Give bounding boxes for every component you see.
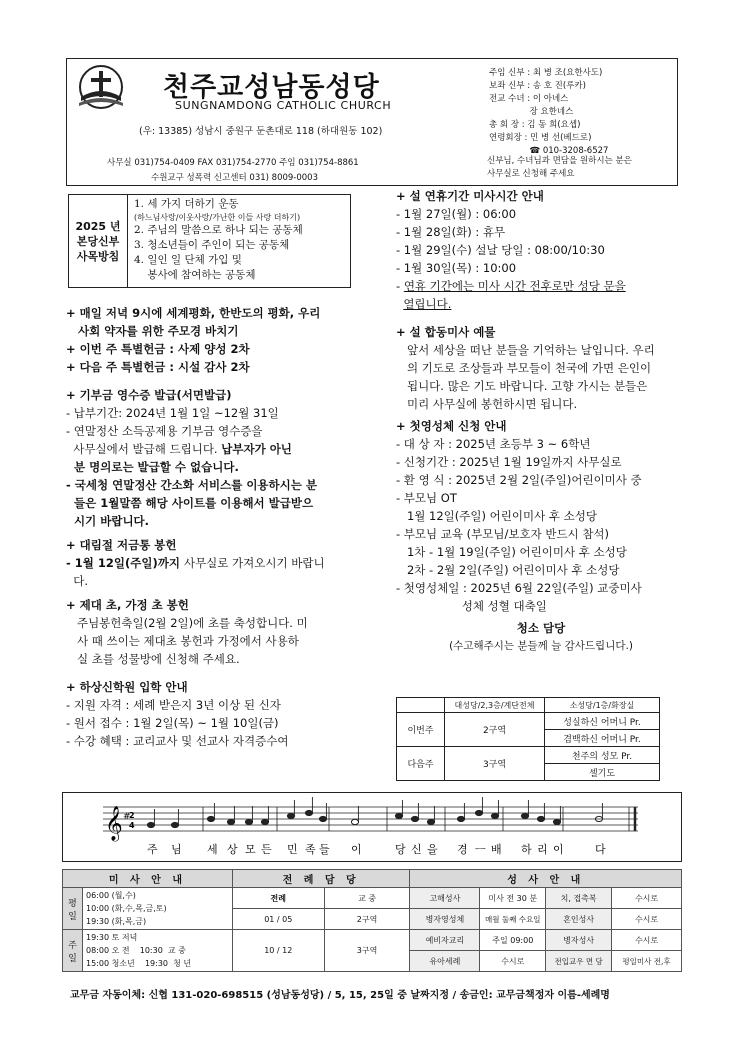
- first-communion-heading: + 첫영성체 신청 안내: [396, 419, 507, 433]
- liturgy-cell: 2구역: [324, 909, 410, 930]
- holiday-note-text: 연휴 기간에는 미사 시간 전후로만 성당 문을: [403, 279, 626, 293]
- cleaning-title: 청소 담당: [516, 621, 566, 635]
- music-note: [287, 813, 294, 818]
- communion-line: - 부모님 OT: [396, 491, 457, 505]
- advent-text-bold: - 1월 12일(주일)까지: [66, 556, 184, 570]
- sacrament-cell: 병자영성체: [410, 909, 480, 930]
- receipt-text: 사무실에서 발급해 드립니다.: [66, 442, 222, 456]
- receipt-line: 시기 바랍니다.: [66, 514, 150, 528]
- meeting-note: [487, 155, 677, 181]
- holiday-note-text: 열립니다.: [403, 297, 452, 311]
- music-note: [475, 810, 482, 815]
- table-cell: 다음주: [397, 747, 445, 781]
- sacrament-cell: 혼인성사: [546, 909, 612, 930]
- communion-line: - 첫영성체일 : 2025년 6월 22일(주일) 교중미사: [396, 581, 642, 595]
- sacrament-cell: 주일 09:00: [480, 930, 546, 951]
- music-note: [171, 822, 178, 827]
- pastoral-item: 봉사에 참여하는 공동체: [134, 269, 256, 281]
- lyric-syllable: ㅡ: [475, 843, 486, 856]
- music-note: [537, 816, 544, 821]
- seminary-line: - 원서 접수 : 1월 2일(목) ~ 1월 10일(금): [66, 716, 279, 730]
- music-note: [227, 819, 234, 824]
- mass-time: 08:00 오 전 10:30 교 중: [85, 946, 186, 955]
- communion-line: 1차 - 1월 19일(주일) 어린이미사 후 소성당: [396, 545, 627, 559]
- lyric-syllable: 리: [537, 843, 548, 856]
- left-column: [66, 304, 366, 750]
- table-row: [397, 698, 660, 713]
- memorial-line: 의 기도로 조상들과 부모들이 천국에 가면 은인이: [396, 361, 652, 375]
- right-column: [396, 187, 686, 655]
- staff-line: 주임 신부 : 최 병 조(요한사도): [489, 68, 603, 78]
- staff-line: 전교 수녀 : 이 아녜스: [489, 94, 569, 104]
- note-line: 사무실로 신청해 주세요: [487, 169, 575, 179]
- liturgy-cell: 01 / 05: [232, 909, 324, 930]
- table-row: [397, 747, 660, 764]
- table-cell: 3구역: [445, 747, 545, 781]
- church-name: 천주교성남동성당: [163, 72, 380, 103]
- memorial-line: 됩니다. 많은 기도 바랍니다. 고향 가시는 분들은: [396, 379, 648, 393]
- table-cell: 이번주: [397, 713, 445, 747]
- sunday-label: 주일: [63, 930, 83, 972]
- mass-time: 19:30 토 저녁: [85, 933, 138, 942]
- receipt-heading: + 기부금 영수증 발급(서면발급): [66, 388, 232, 402]
- table-cell: 겸백하신 어머니 Pr.: [545, 730, 660, 747]
- communion-line: - 신청기간 : 2025년 1월 19일까지 사무실로: [396, 455, 622, 469]
- receipt-line: - 납부기간: 2024년 1월 1일 ~12월 31일: [66, 406, 279, 420]
- lyric-syllable: 주: [147, 843, 158, 856]
- music-note: [319, 816, 326, 821]
- communion-line: 1월 12일(주일) 어린이미사 후 소성당: [396, 509, 597, 523]
- candle-line: 주님봉헌축일(2월 2일)에 초를 축성합니다. 미: [66, 616, 308, 630]
- header-box: [66, 58, 678, 186]
- receipt-line: 들은 1월말쯤 해당 사이트를 이용해서 발급받으: [66, 496, 314, 510]
- special-collection-this-week: + 이번 주 특별헌금 : 사제 양성 2차: [66, 342, 250, 356]
- lyric-syllable: 이: [553, 843, 564, 856]
- lyric-syllable: 을: [427, 843, 438, 856]
- svg-text:𝄞: 𝄞: [105, 806, 123, 841]
- sacrament-cell: 전입교우 면 담: [546, 951, 612, 972]
- liturgy-cell: 3구역: [324, 930, 410, 972]
- mass-time: 15:00 청소년 19:30 청 년: [85, 959, 192, 968]
- church-english-name: SUNGNAMDONG CATHOLIC CHURCH: [175, 99, 392, 112]
- special-collection-next-week: + 다음 주 특별헌금 : 시설 감사 2차: [66, 360, 250, 374]
- cleaning-table: [396, 697, 660, 781]
- lyric-syllable: 이: [351, 843, 362, 856]
- sacrament-cell: 매월 둘째 수요일: [480, 909, 546, 930]
- liturgy-cell: 10 / 12: [232, 930, 324, 972]
- pastoral-title: [69, 195, 128, 287]
- sacrament-cell: 수시로: [480, 951, 546, 972]
- table-row: [63, 930, 682, 951]
- receipt-line: - 연말정산 소득공제용 기부금 영수증을: [66, 424, 263, 438]
- advent-line: [66, 554, 366, 572]
- lyric-syllable: 모: [245, 843, 256, 856]
- holiday-mass-line: - 1월 27일(월) : 06:00: [396, 207, 517, 221]
- mass-time: 19:30 (화,목,금): [85, 917, 147, 926]
- table-header: 소성당/1층/화장실: [545, 698, 660, 713]
- pastoral-title-line: 본당신부: [76, 234, 120, 248]
- music-note: [457, 816, 464, 821]
- sacrament-cell: 고해성사: [410, 888, 480, 909]
- music-note: [147, 822, 154, 827]
- footer-payment-info: 교무금 자동이체: 신협 131-020-698515 (성남동성당) / 5, 15, 25일 중 날짜지정 / 송금인: 교무금책정자 이름-세례명: [70, 990, 610, 1001]
- memorial-mass-heading: + 설 합동미사 예물: [396, 325, 496, 339]
- cleaning-subtitle: (수고해주시는 분들께 늘 감사드립니다.): [449, 640, 633, 652]
- table-row: [63, 888, 682, 909]
- communion-line: 성체 성혈 대축일: [396, 599, 547, 613]
- seminary-line: - 지원 자격 : 세례 받은지 3년 이상 된 신자: [66, 698, 281, 712]
- lyric-syllable: 하: [521, 843, 532, 856]
- music-note: [261, 819, 268, 824]
- pastoral-items: [128, 195, 350, 287]
- staff-line: 연령회장 : 민 병 선(베드로): [489, 133, 592, 143]
- advent-line: 다.: [66, 574, 89, 588]
- lyric-syllable: 신: [411, 843, 422, 856]
- schedule-table: [62, 869, 682, 972]
- mass-time: 06:00 (월,수): [85, 891, 136, 900]
- sacrament-cell: 치, 접촉복: [546, 888, 612, 909]
- mass-time: 10:00 (화,수,목,금,토): [85, 904, 167, 913]
- pastoral-title-line: 사목방침: [76, 249, 120, 263]
- memorial-line: 앞서 세상을 떠난 분들을 기억하는 날입니다. 우리: [396, 343, 655, 357]
- candle-line: 사 때 쓰이는 제대초 봉헌과 가정에서 사용하: [66, 634, 299, 648]
- receipt-line: - 국세청 연말정산 간소화 서비스를 이용하시는 분: [66, 478, 317, 492]
- pastoral-policy-box: [68, 194, 351, 288]
- liturgy-cell: 전례: [232, 888, 324, 909]
- sacrament-cell: 수시로: [612, 888, 682, 909]
- sacrament-cell: 수시로: [612, 909, 682, 930]
- staff-line: 보좌 신부 : 송 호 진(루카): [489, 81, 586, 91]
- holiday-mass-line: - 1월 30일(목) : 10:00: [396, 261, 517, 275]
- svg-text:#: #: [123, 812, 131, 822]
- holiday-note: [396, 295, 686, 313]
- sacrament-cell: 병자성사: [546, 930, 612, 951]
- liturgy-cell: 교 중: [324, 888, 410, 909]
- mass-schedule-header: 미 사 안 내: [63, 870, 233, 888]
- memorial-line: 미리 사무실에 봉헌하시면 됩니다.: [396, 397, 578, 411]
- lyric-syllable: 족: [305, 843, 316, 856]
- prayer-notice: + 매일 저녁 9시에 세계평화, 한반도의 평화, 우리: [66, 306, 321, 320]
- church-address: (우: 13385) 성남시 중원구 둔촌대로 118 (하대원동 102): [139, 126, 383, 137]
- table-cell: 셀기도: [545, 764, 660, 781]
- music-note: [491, 813, 498, 818]
- sacrament-cell: 평일미사 전,후: [612, 951, 682, 972]
- sacrament-header: 성 사 안 내: [410, 870, 682, 888]
- svg-text:4: 4: [129, 821, 135, 830]
- music-note: [207, 816, 214, 821]
- pastoral-item: 2. 주님의 말씀으로 하나 되는 공동체: [134, 224, 303, 236]
- sacrament-cell: 미사 전 30 분: [480, 888, 546, 909]
- table-cell: 천주의 성모 Pr.: [545, 747, 660, 764]
- holiday-mass-line: - 1월 28일(화) : 휴무: [396, 225, 506, 239]
- music-note: [411, 816, 418, 821]
- music-note: [245, 819, 252, 824]
- table-row: [63, 870, 682, 888]
- svg-text:2: 2: [129, 811, 135, 820]
- music-note: [427, 819, 434, 824]
- music-note: [521, 813, 528, 818]
- prayer-notice: 사회 약자를 위한 주모경 바치기: [66, 324, 239, 338]
- church-logo-icon: [77, 63, 125, 111]
- communion-line: - 환 영 식 : 2025년 2월 2일(주일)어린이미사 중: [396, 473, 642, 487]
- lyric-syllable: 당: [395, 843, 406, 856]
- staff-line: 장 요한네스: [489, 107, 574, 117]
- lyric-syllable: 다: [595, 843, 606, 856]
- lyric-syllable: 상: [227, 843, 238, 856]
- pastoral-item: 1. 세 가지 더하기 운동: [134, 198, 239, 210]
- lyric-syllable: 민: [287, 843, 298, 856]
- receipt-line: [66, 440, 366, 458]
- phone-numbers: 사무실 031)754-0409 FAX 031)754-2770 주임 031)754-8861: [107, 158, 359, 168]
- communion-line: 2차 - 2월 2일(주일) 어린이미사 후 소성당: [396, 563, 620, 577]
- table-row: [397, 713, 660, 730]
- candle-line: 실 초를 성물방에 신청해 주세요.: [66, 652, 240, 666]
- sacrament-cell: 예비자교리: [410, 930, 480, 951]
- music-staff: [63, 793, 680, 860]
- table-cell: 성실하신 어머니 Pr.: [545, 713, 660, 730]
- weekday-label: 평일: [63, 888, 83, 930]
- weekday-mass-times: [82, 888, 232, 930]
- lyric-syllable: 경: [457, 843, 468, 856]
- sacrament-cell: 유아세례: [410, 951, 480, 972]
- music-note: [553, 819, 560, 824]
- staff-line: 총 회 장 : 김 동 희(요셉): [489, 120, 581, 130]
- pastoral-title-line: 2025 년: [75, 219, 121, 233]
- lyric-syllable: 배: [491, 843, 502, 856]
- note-line: 신부님, 수녀님과 면담을 원하시는 분은: [487, 156, 632, 166]
- staff-line: ☎ 010-3208-6527: [489, 146, 609, 156]
- music-note: [395, 813, 402, 818]
- sacrament-cell: 수시로: [612, 930, 682, 951]
- lyric-syllable: 들: [319, 843, 330, 856]
- music-note: [351, 819, 358, 824]
- lyric-syllable: 세: [207, 843, 218, 856]
- music-note: [305, 810, 312, 815]
- pastoral-item: 3. 청소년들이 주인이 되는 공동체: [134, 239, 290, 251]
- pastoral-item: 4. 일인 일 단체 가입 및: [134, 254, 242, 266]
- report-center: 수원교구 성폭력 신고센터 031) 8009-0003: [151, 173, 319, 183]
- lyric-syllable: 님: [171, 843, 182, 856]
- seminary-heading: + 하상신학원 입학 안내: [66, 680, 188, 694]
- holiday-mass-line: - 1월 29일(수) 설날 당일 : 08:00/10:30: [396, 243, 605, 257]
- communion-line: - 대 상 자 : 2025년 초등부 3 ~ 6학년: [396, 437, 591, 451]
- holiday-note: - 연휴 기간에는 미사 시간 전후로만 성당 문을: [396, 279, 626, 293]
- staff-list: [489, 67, 679, 158]
- receipt-line: 분 명의로는 발급할 수 없습니다.: [66, 460, 239, 474]
- music-score: [62, 792, 682, 862]
- table-header: 대성당/2,3층/계단전체: [445, 698, 545, 713]
- receipt-text-bold: 납부자가 아닌: [221, 442, 292, 456]
- pastoral-item: (하느님사랑/이웃사랑/가난한 이들 사랑 더하기): [134, 213, 301, 222]
- table-header: [397, 698, 445, 713]
- sunday-mass-times: [82, 930, 232, 972]
- candle-heading: + 제대 초, 가정 초 봉헌: [66, 598, 189, 612]
- table-cell: 2구역: [445, 713, 545, 747]
- seminary-line: - 수강 혜택 : 교리교사 및 선교사 자격증수여: [66, 734, 289, 748]
- advent-text: 사무실로 가져오시기 바랍니: [183, 556, 325, 570]
- advent-heading: + 대림절 저금통 봉헌: [66, 538, 177, 552]
- liturgy-duty-header: 전 례 담 당: [232, 870, 410, 888]
- lyric-syllable: 든: [261, 843, 272, 856]
- communion-line: - 부모님 교육 (부모님/보호자 반드시 참석): [396, 527, 610, 541]
- holiday-mass-heading: + 설 연휴기간 미사시간 안내: [396, 189, 544, 203]
